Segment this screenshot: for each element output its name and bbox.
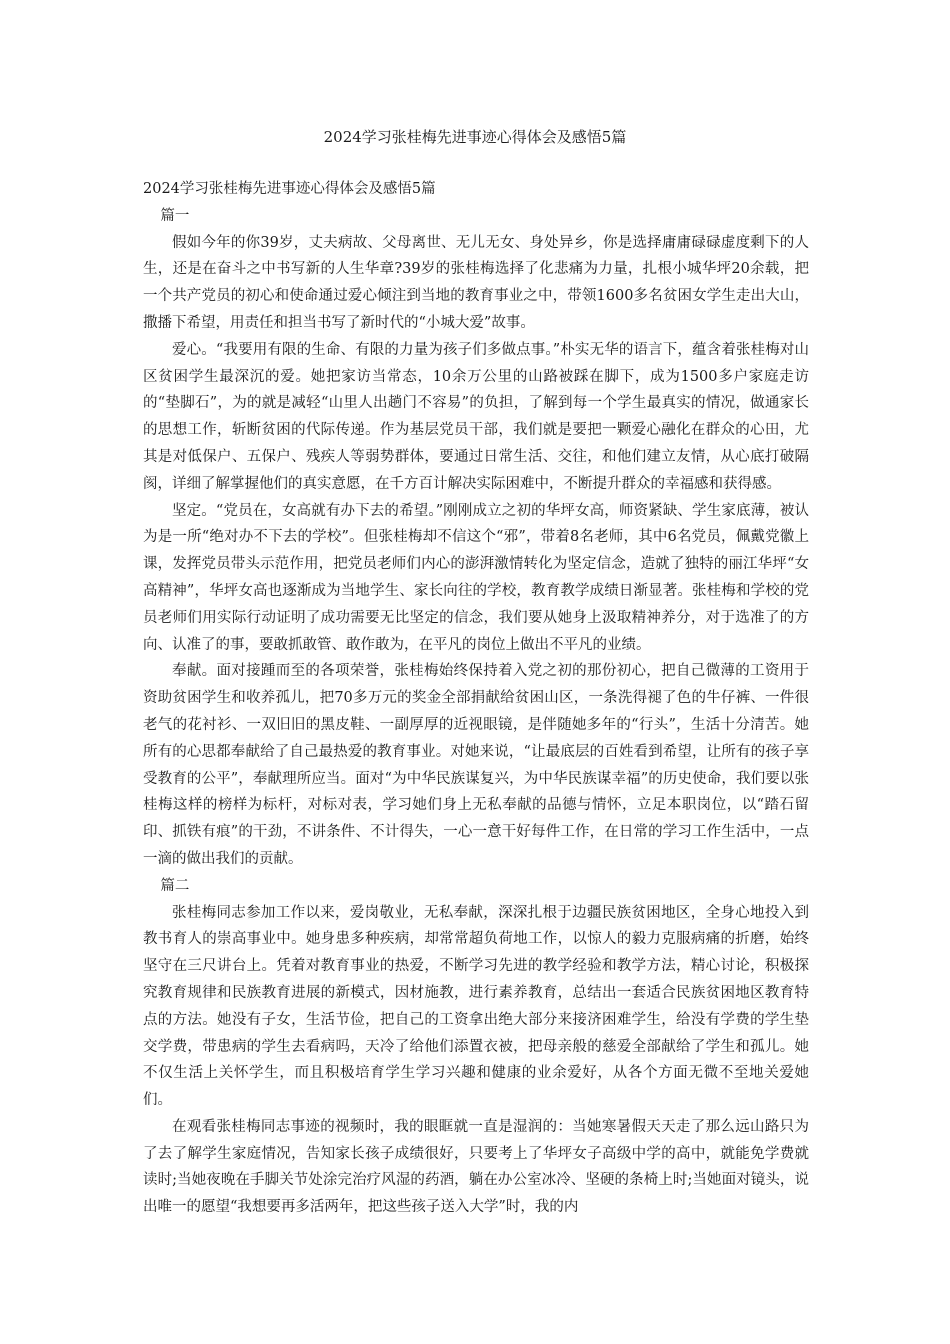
paragraph: 在观看张桂梅同志事迹的视频时，我的眼眶就一直是湿润的：当她寒暑假天天走了那么远山路只为了去了解学生家庭情况，告知家长孩子成绩很好，只要考上了华坪女子高级中学的高中，就能免学费就读时;当她夜晚在手脚关节处涂完治疗风湿的药酒，躺在办公室冰冷、坚硬的条椅上时;当她面对镜头，说出唯一的愿望“我想要再多活两年，把这些孩子送入大学”时，我的内 [143, 1118, 809, 1216]
paragraph: 奉献。面对接踵而至的各项荣誉，张桂梅始终保持着入党之初的那份初心，把自己微薄的工资用于资助贫困学生和收养孤儿，把70多万元的奖金全部捐献给贫困山区，一条洗得褪了色的牛仔裤、一件很老气的花衬衫、一双旧旧的黑皮鞋、一副厚厚的近视眼镜，是伴随她多年的“行头”，生活十分清苦。她所有的心思都奉献给了自己最热爱的教育事业。对她来说，“让最底层的百姓看到希望，让所有的孩子享受教育的公平”，奉献理所应当。面对“为中华民族谋复兴，为中华民族谋幸福”的历史使命，我们要以张桂梅这样的榜样为标杆，对标对表，学习她们身上无私奉献的品德与情怀，立足本职岗位，以“踏石留印、抓铁有痕”的干劲，不讲条件、不计得失，一心一意干好每件工作，在日常的学习工作生活中，一点一滴的做出我们的贡献。 [143, 663, 809, 867]
paragraph: 坚定。“党员在，女高就有办下去的希望。”刚刚成立之初的华坪女高，师资紧缺、学生家底薄，被认为是一所“绝对办不下去的学校”。但张桂梅却不信这个“邪”，带着8名老师，其中6名党员，佩戴党徽上课，发挥党员带头示范作用，把党员老师们内心的澎湃激情转化为坚定信念，造就了独特的丽江华坪“女高精神”，华坪女高也逐渐成为当地学生、家长向往的学校，教育教学成绩日渐显著。张桂梅和学校的党员老师们用实际行动证明了成功需要无比坚定的信念，我们要从她身上汲取精神养分，对于选准了的方向、认准了的事，要敢抓敢管、敢作敢为，在平凡的岗位上做出不平凡的业绩。 [143, 502, 809, 653]
section-heading: 篇二 [160, 877, 190, 894]
document-subtitle: 2024学习张桂梅先进事迹心得体会及感悟5篇 [143, 181, 436, 197]
document-title: 2024学习张桂梅先进事迹心得体会及感悟5篇 [323, 128, 627, 146]
section-heading: 篇一 [160, 207, 190, 224]
paragraph: 假如今年的你39岁，丈夫病故、父母离世、无儿无女、身处异乡，你是选择庸庸碌碌虚度剩下的人生，还是在奋斗之中书写新的人生华章?39岁的张桂梅选择了化悲痛为力量，扎根小城华坪20余载，把一个共产党员的初心和使命通过爱心倾注到当地的教育事业之中，带领1600多名贫困女学生走出大山，撒播下希望，用责任和担当书写了新时代的“小城大爱”故事。 [143, 234, 809, 331]
paragraph: 张桂梅同志参加工作以来，爱岗敬业，无私奉献，深深扎根于边疆民族贫困地区，全身心地投入到教书育人的崇高事业中。她身患多种疾病，却常常超负荷地工作，以惊人的毅力克服病痛的折磨，始终坚守在三尺讲台上。凭着对教育事业的热爱，不断学习先进的教学经验和教学方法，精心讨论，积极探究教育规律和民族教育进展的新模式，因材施教，进行素养教育，总结出一套适合民族贫困地区教育特点的方法。她没有子女，生活节俭，把自己的工资拿出绝大部分来接济困难学生，给没有学费的学生垫交学费，带患病的学生去看病吗，天冷了给他们添置衣被，把母亲般的慈爱全部献给了学生和孤儿。她不仅生活上关怀学生，而且积极培育学生学习兴趣和健康的业余爱好，从各个方面无微不至地关爱她们。 [143, 904, 809, 1109]
document-body [143, 176, 809, 1221]
paragraph: 爱心。“我要用有限的生命、有限的力量为孩子们多做点事。”朴实无华的语言下，蕴含着张桂梅对山区贫困学生最深沉的爱。她把家访当常态，10余万公里的山路被踩在脚下，成为1500多户家庭走访的“垫脚石”，为的就是减轻“山里人出趟门不容易”的负担，了解到每一个学生最真实的情况，做通家长的思想工作，斩断贫困的代际传递。作为基层党员干部，我们就是要把一颗爱心融化在群众的心田，尤其是对低保户、五保户、残疾人等弱势群体，要通过日常生活、交往，和他们建立友情，从心底打破隔阂，详细了解掌握他们的真实意愿，在千方百计解决实际困难中，不断提升群众的幸福感和获得感。 [143, 341, 809, 492]
